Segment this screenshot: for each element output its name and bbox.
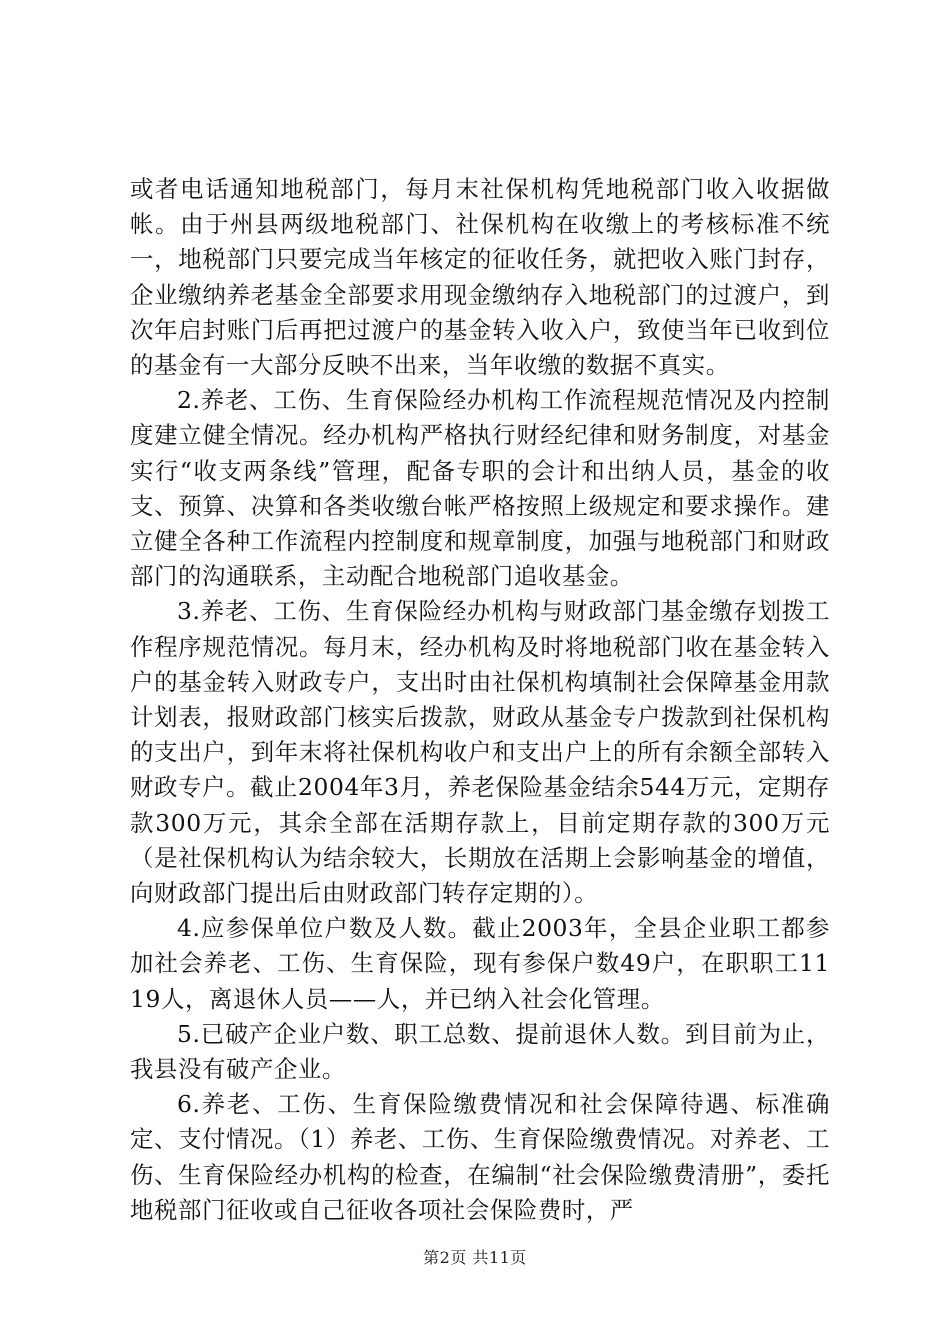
- paragraph-continuation: 或者电话通知地税部门，每月末社保机构凭地税部门收入收据做帐。由于州县两级地税部门、社保机构在收缴上的考核标准不统一，地税部门只要完成当年核定的征收任务，就把收入账门封存，企业缴纳养老基金全部要求用现金缴纳存入地税部门的过渡户，到次年启封账门后再把过渡户的基金转入收入户，致使当年已收到位的基金有一大部分反映不出来，当年收缴的数据不真实。: [130, 175, 830, 380]
- paragraph-item-2: 2.养老、工伤、生育保险经办机构工作流程规范情况及内控制度建立健全情况。经办机构严格执行财经纪律和财务制度，对基金实行“收支两条线”管理，配备专职的会计和出纳人员，基金的收支、预算、决算和各类收缴台帐严格按照上级规定和要求操作。建立健全各种工作流程内控制度和规章制度，加强与地税部门和财政部门的沟通联系，主动配合地税部门追收基金。: [130, 386, 830, 591]
- paragraph-item-5: 5.已破产企业户数、职工总数、提前退休人数。到目前为止，我县没有破产企业。: [130, 1019, 830, 1084]
- document-body: [130, 172, 830, 1228]
- paragraph-item-3: 3.养老、工伤、生育保险经办机构与财政部门基金缴存划拨工作程序规范情况。每月末，经办机构及时将地税部门收在基金转入户的基金转入财政专户，支出时由社保机构填制社会保障基金用款计划表，报财政部门核实后拨款，财政从基金专户拨款到社保机构的支出户，到年末将社保机构收户和支出户上的所有余额全部转入财政专户。截止2004年3月，养老保险基金结余544万元，定期存款300万元，其余全部在活期存款上，目前定期存款的300万元（是社保机构认为结余较大，长期放在活期上会影响基金的增值，向财政部门提出后由财政部门转存定期的）。: [130, 597, 830, 908]
- paragraph-item-6: 6.养老、工伤、生育保险缴费情况和社会保障待遇、标准确定、支付情况。（1）养老、工伤、生育保险缴费情况。对养老、工伤、生育保险经办机构的检查，在编制“社会保险缴费清册”，委托地税部门征收或自己征收各项社会保险费时，严: [130, 1090, 830, 1224]
- paragraph-item-4: 4.应参保单位户数及人数。截止2003年，全县企业职工都参加社会养老、工伤、生育保险，现有参保户数49户，在职职工1119人，离退休人员——人，并已纳入社会化管理。: [130, 914, 830, 1013]
- page-number-footer: 第2页 共11页: [423, 1248, 527, 1267]
